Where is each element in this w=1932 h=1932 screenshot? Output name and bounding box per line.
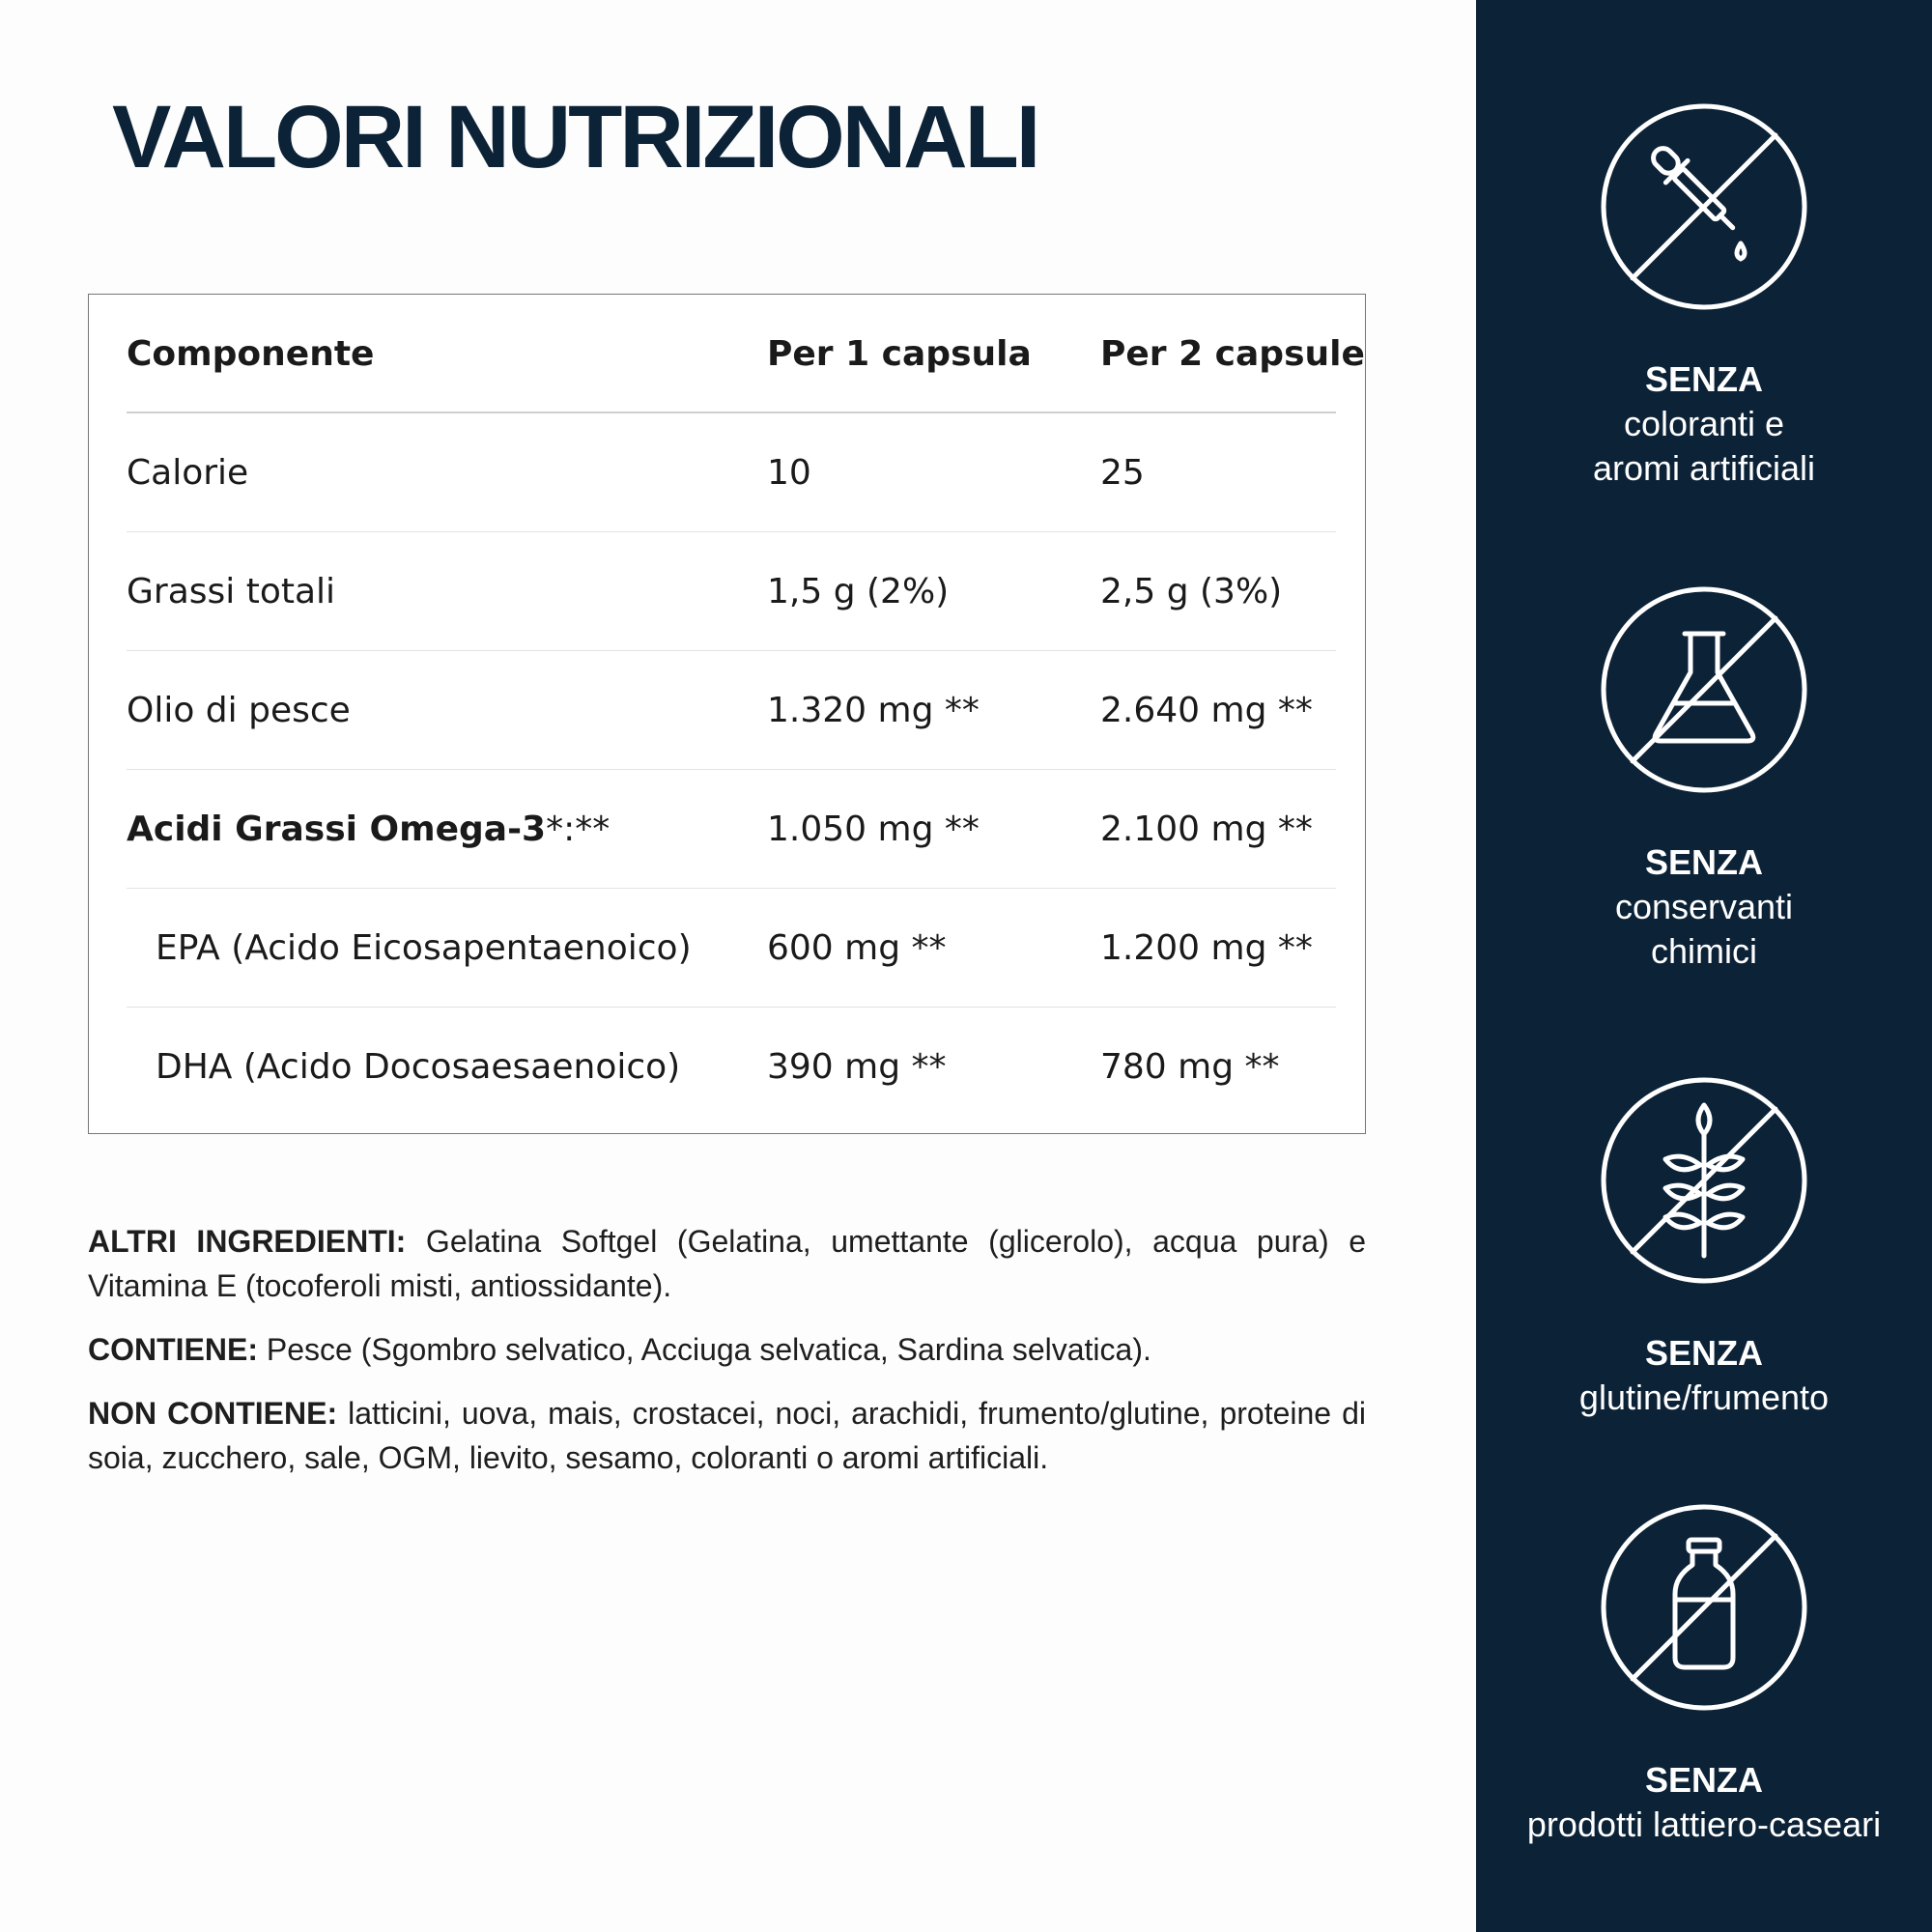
- row-component: Olio di pesce: [127, 691, 351, 730]
- table-header-row: [127, 295, 1365, 413]
- table-row: [127, 1008, 1336, 1126]
- row-per-1: 1.050 mg **: [767, 810, 980, 849]
- header-per-1: Per 1 capsula: [767, 334, 1032, 374]
- other-ingredients: [88, 1219, 1366, 1308]
- feature-title: SENZA: [1644, 1333, 1763, 1373]
- row-per-2: 2,5 g (3%): [1100, 572, 1283, 611]
- row-per-1: 600 mg **: [767, 928, 947, 968]
- feature-desc: conservanti chimici: [1614, 887, 1794, 971]
- other-ingredients-label: ALTRI INGREDIENTI:: [88, 1224, 407, 1259]
- row-component: Calorie: [127, 453, 249, 493]
- flask-crossed-icon: [1600, 585, 1808, 794]
- feature-title: SENZA: [1644, 359, 1763, 399]
- row-per-2: 25: [1100, 453, 1145, 493]
- table-row: [127, 889, 1336, 1008]
- row-per-1: 390 mg **: [767, 1047, 947, 1087]
- wheat-crossed-icon: [1600, 1076, 1808, 1285]
- table-row: [127, 651, 1336, 770]
- contains-label: CONTIENE:: [88, 1332, 258, 1367]
- nutrition-table: [88, 294, 1366, 1134]
- dropper-crossed-icon: [1600, 102, 1808, 311]
- omega3-footnote-mark: *:**: [546, 810, 611, 849]
- row-component: EPA (Acido Eicosapentaenoico): [156, 928, 692, 968]
- milk-bottle-crossed-icon: [1600, 1503, 1808, 1712]
- feature-no-gluten: [1476, 1076, 1932, 1420]
- ingredients-section: [88, 1219, 1366, 1499]
- feature-desc: coloranti e aromi artificiali: [1592, 404, 1816, 488]
- row-per-1: 10: [767, 453, 811, 493]
- row-per-1: 1,5 g (2%): [767, 572, 950, 611]
- row-per-2: 780 mg **: [1100, 1047, 1280, 1087]
- feature-title: SENZA: [1644, 842, 1763, 882]
- row-per-2: 1.200 mg **: [1100, 928, 1313, 968]
- feature-desc: prodotti lattiero-caseari: [1526, 1804, 1882, 1844]
- does-not-contain-label: NON CONTIENE:: [88, 1396, 338, 1431]
- feature-title: SENZA: [1644, 1760, 1763, 1800]
- does-not-contain: [88, 1391, 1366, 1480]
- table-row: [127, 770, 1336, 889]
- feature-desc: glutine/frumento: [1578, 1378, 1830, 1417]
- feature-no-preservatives: [1476, 585, 1932, 974]
- free-from-sidebar: [1476, 0, 1932, 1932]
- header-per-2: Per 2 capsule: [1100, 334, 1365, 374]
- contains: [88, 1327, 1366, 1372]
- table-row: [127, 532, 1336, 651]
- feature-no-dairy: [1476, 1503, 1932, 1847]
- omega3-label: Acidi Grassi Omega-3: [127, 810, 547, 849]
- row-per-2: 2.640 mg **: [1100, 691, 1313, 730]
- other-ingredients-text: Gelatina Softgel (Gelatina, umettante (glicerolo), acqua pura) e Vitamina E (tocoferoli misti, antiossidante).: [88, 1224, 1367, 1303]
- row-per-1: 1.320 mg **: [767, 691, 980, 730]
- page-title: VALORI NUTRIZIONALI: [112, 88, 1038, 186]
- contains-text: Pesce (Sgombro selvatico, Acciuga selvatica, Sardina selvatica).: [258, 1332, 1151, 1367]
- row-per-2: 2.100 mg **: [1100, 810, 1313, 849]
- does-not-contain-text: latticini, uova, mais, crostacei, noci, arachidi, frumento/glutine, proteine di soia, zucchero, sale, OGM, lievito, sesamo, coloranti o aromi artificiali.: [88, 1396, 1367, 1475]
- feature-no-artificial-colors: [1476, 102, 1932, 491]
- row-component: DHA (Acido Docosaesaenoico): [156, 1047, 681, 1087]
- table-row: [127, 413, 1336, 532]
- header-component: Componente: [127, 334, 375, 374]
- row-component: Grassi totali: [127, 572, 336, 611]
- row-component: [127, 770, 610, 889]
